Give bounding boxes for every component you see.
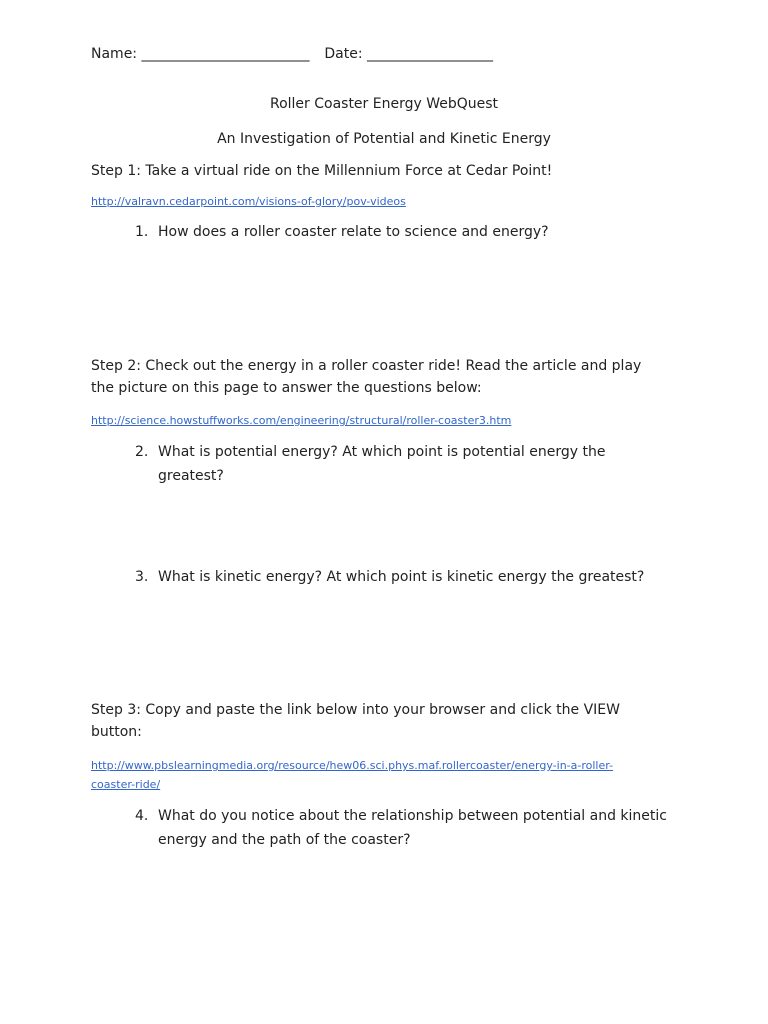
step1-instruction: Step 1: Take a virtual ride on the Millennium Force at Cedar Point!: [91, 163, 553, 179]
question-4-text-line2: energy and the path of the coaster?: [158, 832, 411, 848]
question-4-number: 4.: [135, 808, 149, 824]
step3-instruction-line2: button:: [91, 724, 142, 740]
step3-instruction-line1: Step 3: Copy and paste the link below into your browser and click the VIEW: [91, 702, 620, 718]
question-3-number: 3.: [135, 569, 149, 585]
name-date-line: [91, 43, 493, 65]
question-2-text-line1: What is potential energy? At which point is potential energy the: [158, 444, 606, 460]
date-field[interactable]: Date: __________________: [324, 46, 494, 62]
question-2: [135, 440, 605, 488]
question-3: [135, 565, 644, 589]
question-4: [135, 804, 667, 852]
question-4-text-line1: What do you notice about the relationship between potential and kinetic: [158, 808, 667, 824]
question-2-text-line2: greatest?: [158, 468, 224, 484]
step1-link[interactable]: http://valravn.cedarpoint.com/visions-of-glory/pov-videos: [91, 195, 406, 208]
worksheet-title: Roller Coaster Energy WebQuest: [269, 96, 499, 112]
step2-link[interactable]: http://science.howstuffworks.com/engineering/structural/roller-coaster3.htm: [91, 414, 512, 427]
step3-link-line2[interactable]: coaster-ride/: [91, 778, 161, 791]
name-field[interactable]: Name: ________________________: [91, 46, 310, 62]
step2-instruction-line1: Step 2: Check out the energy in a roller coaster ride! Read the article and play: [91, 358, 642, 374]
question-1: [135, 220, 549, 244]
step3-link-line1[interactable]: http://www.pbslearningmedia.org/resource/hew06.sci.phys.maf.rollercoaster/energy-in-a-roller-: [91, 759, 614, 772]
question-1-text: How does a roller coaster relate to science and energy?: [158, 224, 549, 240]
step2-instruction-line2: the picture on this page to answer the questions below:: [91, 380, 482, 396]
worksheet-subtitle: An Investigation of Potential and Kinetic Energy: [217, 131, 551, 147]
question-2-number: 2.: [135, 444, 149, 460]
question-1-number: 1.: [135, 224, 149, 240]
question-3-text: What is kinetic energy? At which point is kinetic energy the greatest?: [158, 569, 645, 585]
